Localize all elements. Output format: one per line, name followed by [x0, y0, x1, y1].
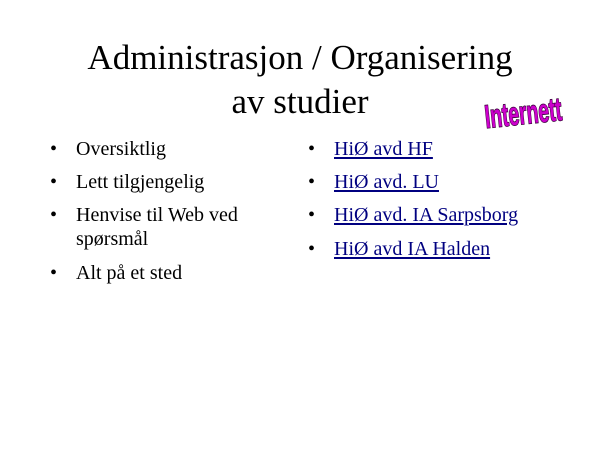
- link-hio-avd-ia-sarpsborg[interactable]: HiØ avd. IA Sarpsborg: [334, 204, 519, 226]
- internett-wordart-graphic: [484, 86, 586, 136]
- slide-title-line-1: Administrasjon / Organisering: [87, 38, 513, 77]
- bullet-icon: •: [50, 204, 58, 226]
- bullet-icon: •: [308, 204, 316, 226]
- list-item: [308, 137, 588, 161]
- link-hio-avd-lu[interactable]: HiØ avd. LU: [334, 171, 439, 193]
- list-item: [308, 170, 588, 194]
- list-item-text: Alt på et sted: [76, 262, 183, 284]
- bullet-icon: •: [50, 171, 58, 193]
- internett-wordart: [484, 86, 586, 136]
- left-bullet-list: [50, 137, 300, 285]
- bullet-icon: •: [50, 138, 58, 160]
- list-item: [50, 170, 300, 194]
- list-item-text: Oversiktlig: [76, 138, 166, 160]
- link-hio-avd-ia-halden[interactable]: HiØ avd IA Halden: [334, 238, 491, 260]
- bullet-icon: •: [308, 171, 316, 193]
- list-item-text: Lett tilgjengelig: [76, 171, 205, 193]
- list-item: [50, 137, 300, 161]
- list-item: [308, 203, 588, 227]
- bullet-icon: •: [308, 238, 316, 260]
- right-link-list: [308, 137, 588, 261]
- bullet-icon: •: [50, 262, 58, 284]
- internett-wordart-text: Internett: [482, 90, 564, 136]
- bullet-icon: •: [308, 138, 316, 160]
- list-item-text: Henvise til Web ved spørsmål: [76, 204, 238, 250]
- list-item: [50, 261, 300, 285]
- slide-title-line-2: av studier: [231, 82, 369, 121]
- list-item: [50, 203, 300, 251]
- link-hio-avd-hf[interactable]: HiØ avd HF: [334, 138, 433, 160]
- list-item: [308, 237, 588, 261]
